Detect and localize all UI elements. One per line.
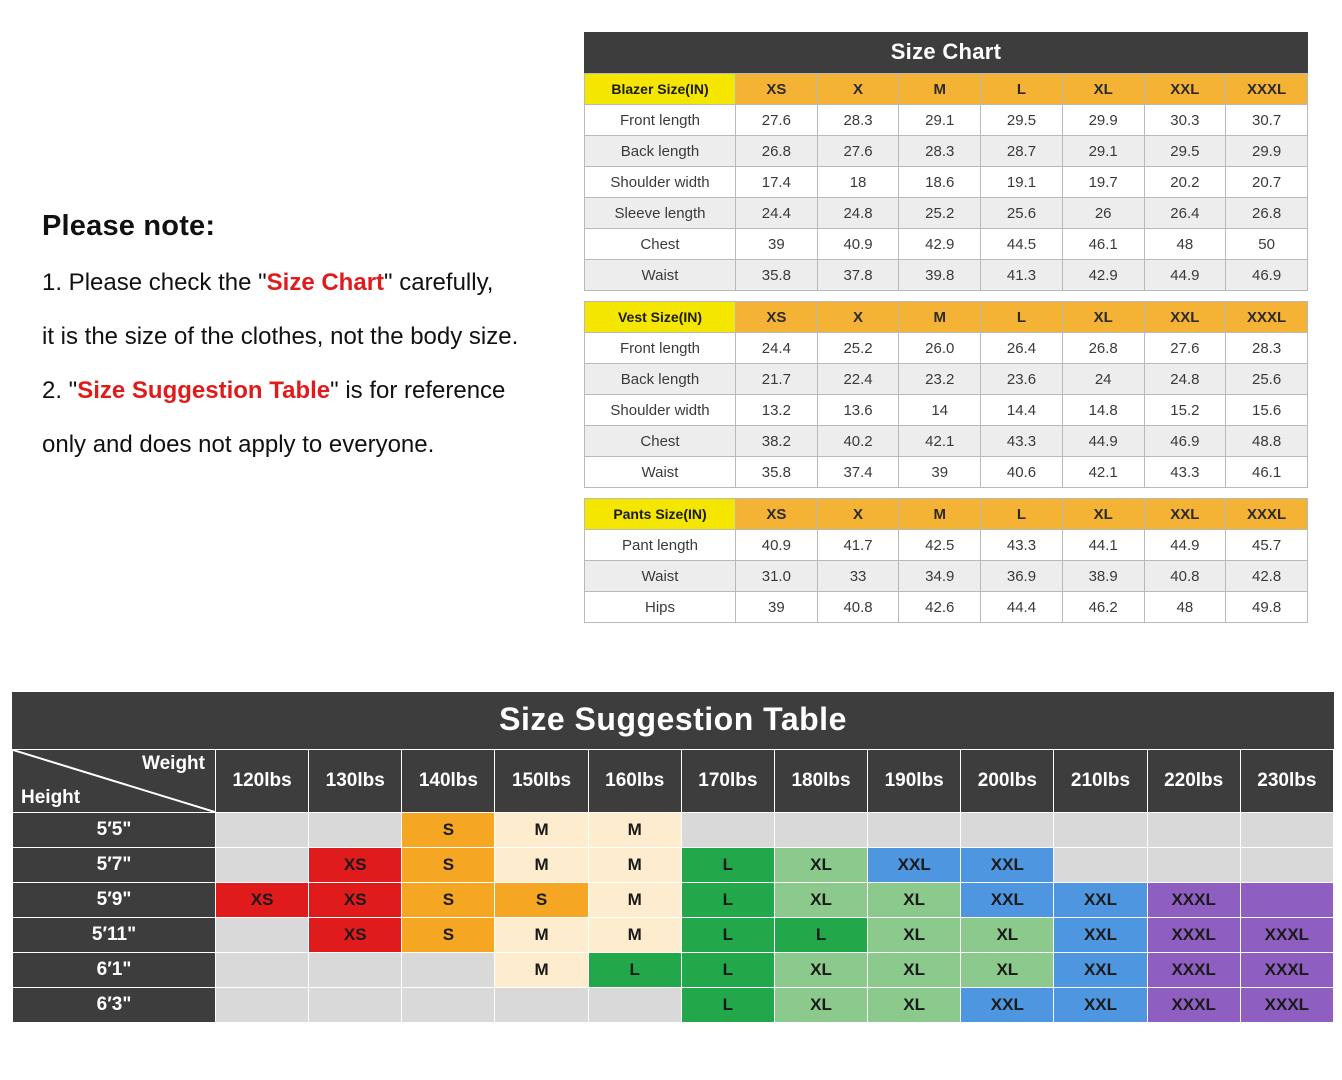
measurement-value: 40.8 — [817, 592, 899, 623]
measurement-value: 42.9 — [899, 229, 981, 260]
size-suggestion-cell: L — [681, 883, 774, 918]
size-header-cell: X — [817, 302, 899, 333]
measurement-value: 26 — [1062, 198, 1144, 229]
measurement-value: 20.2 — [1144, 167, 1226, 198]
measurement-value: 17.4 — [736, 167, 818, 198]
measurement-value: 42.6 — [899, 592, 981, 623]
measurement-value: 25.6 — [1226, 364, 1308, 395]
size-suggestion-cell: M — [588, 813, 681, 848]
measurement-value: 27.6 — [736, 105, 818, 136]
measurement-value: 43.3 — [981, 426, 1063, 457]
measurement-value: 42.1 — [899, 426, 981, 457]
note-size-chart-emphasis: Size Chart — [266, 269, 385, 296]
height-weight-corner — [13, 750, 216, 813]
size-suggestion-title: Size Suggestion Table — [12, 692, 1334, 749]
size-suggestion-cell: XXXL — [1147, 883, 1240, 918]
category-header: Pants Size(IN) — [585, 499, 736, 530]
measurement-label: Back length — [585, 364, 736, 395]
measurement-value: 33 — [817, 561, 899, 592]
measurement-value: 24.4 — [736, 333, 818, 364]
measurement-value: 25.2 — [899, 198, 981, 229]
size-suggestion-cell: XL — [961, 953, 1054, 988]
measurement-value: 29.5 — [981, 105, 1063, 136]
size-suggestion-cell: XXL — [868, 848, 961, 883]
size-suggestion-cell — [309, 813, 402, 848]
size-suggestion-cell: XL — [961, 918, 1054, 953]
size-suggestion-cell: XL — [774, 988, 867, 1023]
category-header: Blazer Size(IN) — [585, 74, 736, 105]
size-suggestion-section — [12, 692, 1334, 1023]
size-suggestion-cell: XL — [774, 883, 867, 918]
height-axis-label: Height — [21, 787, 81, 808]
measurement-value: 15.6 — [1226, 395, 1308, 426]
measurement-value: 28.7 — [981, 136, 1063, 167]
size-suggestion-cell: XL — [868, 988, 961, 1023]
size-suggestion-cell — [309, 988, 402, 1023]
size-suggestion-cell — [1240, 848, 1333, 883]
measurement-value: 40.9 — [817, 229, 899, 260]
measurement-value: 48 — [1144, 229, 1226, 260]
measurement-value: 27.6 — [817, 136, 899, 167]
size-suggestion-cell — [1240, 883, 1333, 918]
height-label-cell: 5′9" — [13, 883, 216, 918]
measurement-value: 43.3 — [1144, 457, 1226, 488]
measurement-label: Front length — [585, 333, 736, 364]
measurement-value: 39 — [736, 229, 818, 260]
measurement-value: 26.0 — [899, 333, 981, 364]
weight-header-cell: 230lbs — [1240, 750, 1333, 813]
measurement-value: 44.4 — [981, 592, 1063, 623]
measurement-value: 20.7 — [1226, 167, 1308, 198]
size-suggestion-cell: S — [402, 918, 495, 953]
size-suggestion-cell: XL — [868, 918, 961, 953]
size-suggestion-cell: L — [681, 848, 774, 883]
measurement-value: 40.9 — [736, 530, 818, 561]
measurement-value: 19.1 — [981, 167, 1063, 198]
measurement-value: 42.5 — [899, 530, 981, 561]
size-suggestion-cell: XXL — [961, 848, 1054, 883]
size-suggestion-cell: XS — [309, 883, 402, 918]
measurement-value: 46.2 — [1062, 592, 1144, 623]
measurement-value: 24.8 — [1144, 364, 1226, 395]
weight-axis-label: Weight — [142, 753, 205, 774]
measurement-value: 40.2 — [817, 426, 899, 457]
measurement-value: 45.7 — [1226, 530, 1308, 561]
size-suggestion-cell: XXXL — [1240, 953, 1333, 988]
note-line-2: it is the size of the clothes, not the body size. — [42, 323, 519, 350]
measurement-value: 27.6 — [1144, 333, 1226, 364]
size-suggestion-cell: M — [495, 918, 588, 953]
measurement-value: 28.3 — [817, 105, 899, 136]
size-suggestion-cell: M — [588, 918, 681, 953]
size-header-cell: M — [899, 302, 981, 333]
table-row — [585, 364, 1308, 395]
size-suggestion-cell: XS — [309, 918, 402, 953]
size-chart-table — [584, 498, 1308, 623]
size-header-cell: XXL — [1144, 302, 1226, 333]
measurement-value: 25.2 — [817, 333, 899, 364]
suggestion-row — [13, 918, 1334, 953]
size-suggestion-cell — [1240, 813, 1333, 848]
measurement-value: 46.1 — [1226, 457, 1308, 488]
measurement-value: 42.1 — [1062, 457, 1144, 488]
size-header-cell: X — [817, 499, 899, 530]
table-row — [585, 426, 1308, 457]
measurement-value: 40.6 — [981, 457, 1063, 488]
measurement-value: 37.4 — [817, 457, 899, 488]
size-suggestion-cell — [1054, 848, 1147, 883]
table-header-row — [585, 499, 1308, 530]
size-suggestion-table — [12, 749, 1334, 1023]
note-line-4: only and does not apply to everyone. — [42, 431, 435, 458]
size-suggestion-cell: L — [681, 918, 774, 953]
size-suggestion-cell — [216, 953, 309, 988]
measurement-value: 46.9 — [1226, 260, 1308, 291]
table-row — [585, 561, 1308, 592]
table-row — [585, 167, 1308, 198]
height-label-cell: 5′11" — [13, 918, 216, 953]
measurement-label: Back length — [585, 136, 736, 167]
size-suggestion-cell — [681, 813, 774, 848]
size-suggestion-cell: XXXL — [1240, 988, 1333, 1023]
size-suggestion-cell: XS — [216, 883, 309, 918]
measurement-value: 41.3 — [981, 260, 1063, 291]
suggestion-row — [13, 953, 1334, 988]
size-suggestion-cell — [309, 953, 402, 988]
measurement-value: 38.2 — [736, 426, 818, 457]
measurement-value: 14.4 — [981, 395, 1063, 426]
size-header-cell: M — [899, 499, 981, 530]
size-header-cell: XL — [1062, 499, 1144, 530]
measurement-value: 44.9 — [1144, 530, 1226, 561]
size-suggestion-cell: XXXL — [1147, 953, 1240, 988]
suggestion-row — [13, 813, 1334, 848]
measurement-value: 26.4 — [981, 333, 1063, 364]
size-header-cell: XS — [736, 74, 818, 105]
size-suggestion-cell — [495, 988, 588, 1023]
category-header: Vest Size(IN) — [585, 302, 736, 333]
measurement-value: 40.8 — [1144, 561, 1226, 592]
measurement-label: Chest — [585, 426, 736, 457]
note-line-1-pre: 1. Please check the " — [42, 269, 267, 296]
table-row — [585, 229, 1308, 260]
measurement-value: 46.9 — [1144, 426, 1226, 457]
note-line-3-post: " is for reference — [330, 377, 506, 404]
height-label-cell: 5′7" — [13, 848, 216, 883]
weight-header-cell: 140lbs — [402, 750, 495, 813]
measurement-value: 39 — [736, 592, 818, 623]
size-suggestion-cell: XXL — [1054, 953, 1147, 988]
table-row — [585, 260, 1308, 291]
size-header-cell: XXL — [1144, 499, 1226, 530]
measurement-value: 26.8 — [1226, 198, 1308, 229]
suggestion-header-row — [13, 750, 1334, 813]
size-suggestion-cell: L — [681, 953, 774, 988]
measurement-value: 48.8 — [1226, 426, 1308, 457]
measurement-value: 29.1 — [899, 105, 981, 136]
weight-header-cell: 180lbs — [774, 750, 867, 813]
size-suggestion-cell: XXL — [1054, 883, 1147, 918]
size-suggestion-cell: M — [495, 813, 588, 848]
measurement-value: 14.8 — [1062, 395, 1144, 426]
size-header-cell: L — [981, 302, 1063, 333]
size-suggestion-cell — [216, 848, 309, 883]
size-suggestion-cell: XXL — [1054, 988, 1147, 1023]
measurement-value: 14 — [899, 395, 981, 426]
size-suggestion-cell — [216, 988, 309, 1023]
measurement-value: 44.9 — [1062, 426, 1144, 457]
size-suggestion-cell: M — [495, 848, 588, 883]
note-line-1-post: " carefully, — [384, 269, 494, 296]
measurement-value: 31.0 — [736, 561, 818, 592]
table-header-row — [585, 302, 1308, 333]
measurement-value: 19.7 — [1062, 167, 1144, 198]
size-suggestion-cell: L — [681, 988, 774, 1023]
measurement-label: Front length — [585, 105, 736, 136]
size-header-cell: XL — [1062, 74, 1144, 105]
measurement-value: 43.3 — [981, 530, 1063, 561]
measurement-label: Shoulder width — [585, 167, 736, 198]
measurement-value: 38.9 — [1062, 561, 1144, 592]
measurement-value: 28.3 — [899, 136, 981, 167]
size-suggestion-cell: S — [402, 848, 495, 883]
measurement-value: 24.8 — [817, 198, 899, 229]
measurement-value: 24 — [1062, 364, 1144, 395]
note-line-1 — [42, 271, 582, 295]
size-suggestion-cell: L — [774, 918, 867, 953]
size-suggestion-cell: S — [495, 883, 588, 918]
measurement-label: Waist — [585, 561, 736, 592]
measurement-value: 50 — [1226, 229, 1308, 260]
weight-header-cell: 130lbs — [309, 750, 402, 813]
measurement-value: 29.9 — [1062, 105, 1144, 136]
measurement-value: 36.9 — [981, 561, 1063, 592]
size-suggestion-cell: XXL — [961, 883, 1054, 918]
table-spacer — [584, 291, 1308, 301]
note-line-3-pre: 2. " — [42, 377, 78, 404]
measurement-value: 22.4 — [817, 364, 899, 395]
weight-header-cell: 200lbs — [961, 750, 1054, 813]
weight-header-cell: 120lbs — [216, 750, 309, 813]
measurement-value: 39.8 — [899, 260, 981, 291]
size-suggestion-cell — [216, 813, 309, 848]
table-row — [585, 395, 1308, 426]
measurement-label: Waist — [585, 457, 736, 488]
measurement-value: 39 — [899, 457, 981, 488]
size-suggestion-cell: XL — [774, 848, 867, 883]
weight-header-cell: 190lbs — [868, 750, 961, 813]
measurement-value: 30.7 — [1226, 105, 1308, 136]
size-suggestion-cell — [961, 813, 1054, 848]
note-size-suggestion-emphasis: Size Suggestion Table — [77, 377, 331, 404]
size-suggestion-cell — [774, 813, 867, 848]
measurement-value: 30.3 — [1144, 105, 1226, 136]
measurement-value: 44.1 — [1062, 530, 1144, 561]
note-title: Please note: — [42, 210, 216, 242]
measurement-value: 49.8 — [1226, 592, 1308, 623]
measurement-value: 29.9 — [1226, 136, 1308, 167]
size-header-cell: XXXL — [1226, 499, 1308, 530]
size-suggestion-cell — [1054, 813, 1147, 848]
size-suggestion-cell — [1147, 813, 1240, 848]
size-header-cell: XXXL — [1226, 74, 1308, 105]
weight-header-cell: 170lbs — [681, 750, 774, 813]
size-suggestion-cell — [868, 813, 961, 848]
table-row — [585, 592, 1308, 623]
size-suggestion-cell: M — [588, 848, 681, 883]
size-suggestion-cell — [216, 918, 309, 953]
size-suggestion-cell: M — [588, 883, 681, 918]
measurement-label: Pant length — [585, 530, 736, 561]
size-suggestion-cell: XXXL — [1240, 918, 1333, 953]
size-suggestion-cell — [1147, 848, 1240, 883]
weight-header-cell: 210lbs — [1054, 750, 1147, 813]
measurement-value: 44.9 — [1144, 260, 1226, 291]
size-chart-title: Size Chart — [584, 32, 1308, 73]
measurement-value: 15.2 — [1144, 395, 1226, 426]
measurement-value: 26.8 — [736, 136, 818, 167]
height-label-cell: 5′5" — [13, 813, 216, 848]
measurement-label: Shoulder width — [585, 395, 736, 426]
size-suggestion-cell: XXL — [961, 988, 1054, 1023]
size-suggestion-cell: L — [588, 953, 681, 988]
measurement-value: 21.7 — [736, 364, 818, 395]
size-header-cell: XXXL — [1226, 302, 1308, 333]
size-suggestion-cell: XS — [309, 848, 402, 883]
measurement-value: 13.2 — [736, 395, 818, 426]
measurement-value: 37.8 — [817, 260, 899, 291]
size-suggestion-cell: S — [402, 883, 495, 918]
size-suggestion-cell — [402, 953, 495, 988]
table-spacer — [584, 488, 1308, 498]
note-line-3 — [42, 379, 582, 403]
size-header-cell: XS — [736, 302, 818, 333]
size-suggestion-cell: XXXL — [1147, 918, 1240, 953]
measurement-label: Waist — [585, 260, 736, 291]
measurement-label: Sleeve length — [585, 198, 736, 229]
weight-header-cell: 150lbs — [495, 750, 588, 813]
measurement-value: 42.9 — [1062, 260, 1144, 291]
measurement-value: 18.6 — [899, 167, 981, 198]
suggestion-row — [13, 883, 1334, 918]
measurement-value: 42.8 — [1226, 561, 1308, 592]
measurement-value: 23.6 — [981, 364, 1063, 395]
height-label-cell: 6′3" — [13, 988, 216, 1023]
table-row — [585, 457, 1308, 488]
height-label-cell: 6′1" — [13, 953, 216, 988]
measurement-value: 44.5 — [981, 229, 1063, 260]
please-note-block — [42, 210, 582, 487]
weight-header-cell: 220lbs — [1147, 750, 1240, 813]
measurement-value: 29.5 — [1144, 136, 1226, 167]
size-header-cell: L — [981, 74, 1063, 105]
measurement-value: 35.8 — [736, 457, 818, 488]
table-row — [585, 333, 1308, 364]
measurement-label: Hips — [585, 592, 736, 623]
size-header-cell: XS — [736, 499, 818, 530]
size-suggestion-cell: M — [495, 953, 588, 988]
size-chart-table — [584, 301, 1308, 488]
suggestion-row — [13, 988, 1334, 1023]
size-header-cell: M — [899, 74, 981, 105]
measurement-value: 26.8 — [1062, 333, 1144, 364]
measurement-value: 46.1 — [1062, 229, 1144, 260]
size-suggestion-cell: XL — [868, 953, 961, 988]
measurement-value: 18 — [817, 167, 899, 198]
weight-header-cell: 160lbs — [588, 750, 681, 813]
size-suggestion-cell: XXL — [1054, 918, 1147, 953]
size-chart-table — [584, 73, 1308, 291]
measurement-value: 13.6 — [817, 395, 899, 426]
measurement-value: 34.9 — [899, 561, 981, 592]
suggestion-row — [13, 848, 1334, 883]
size-header-cell: XL — [1062, 302, 1144, 333]
table-header-row — [585, 74, 1308, 105]
measurement-value: 24.4 — [736, 198, 818, 229]
measurement-value: 28.3 — [1226, 333, 1308, 364]
size-chart-section — [584, 32, 1308, 623]
measurement-label: Chest — [585, 229, 736, 260]
table-row — [585, 530, 1308, 561]
measurement-value: 48 — [1144, 592, 1226, 623]
size-suggestion-cell — [588, 988, 681, 1023]
size-header-cell: X — [817, 74, 899, 105]
size-suggestion-cell: XXXL — [1147, 988, 1240, 1023]
measurement-value: 23.2 — [899, 364, 981, 395]
measurement-value: 29.1 — [1062, 136, 1144, 167]
size-header-cell: L — [981, 499, 1063, 530]
size-suggestion-cell: S — [402, 813, 495, 848]
measurement-value: 26.4 — [1144, 198, 1226, 229]
measurement-value: 35.8 — [736, 260, 818, 291]
measurement-value: 41.7 — [817, 530, 899, 561]
size-suggestion-cell — [402, 988, 495, 1023]
table-row — [585, 198, 1308, 229]
table-row — [585, 136, 1308, 167]
size-header-cell: XXL — [1144, 74, 1226, 105]
size-suggestion-cell: XL — [774, 953, 867, 988]
table-row — [585, 105, 1308, 136]
size-suggestion-cell: XL — [868, 883, 961, 918]
measurement-value: 25.6 — [981, 198, 1063, 229]
